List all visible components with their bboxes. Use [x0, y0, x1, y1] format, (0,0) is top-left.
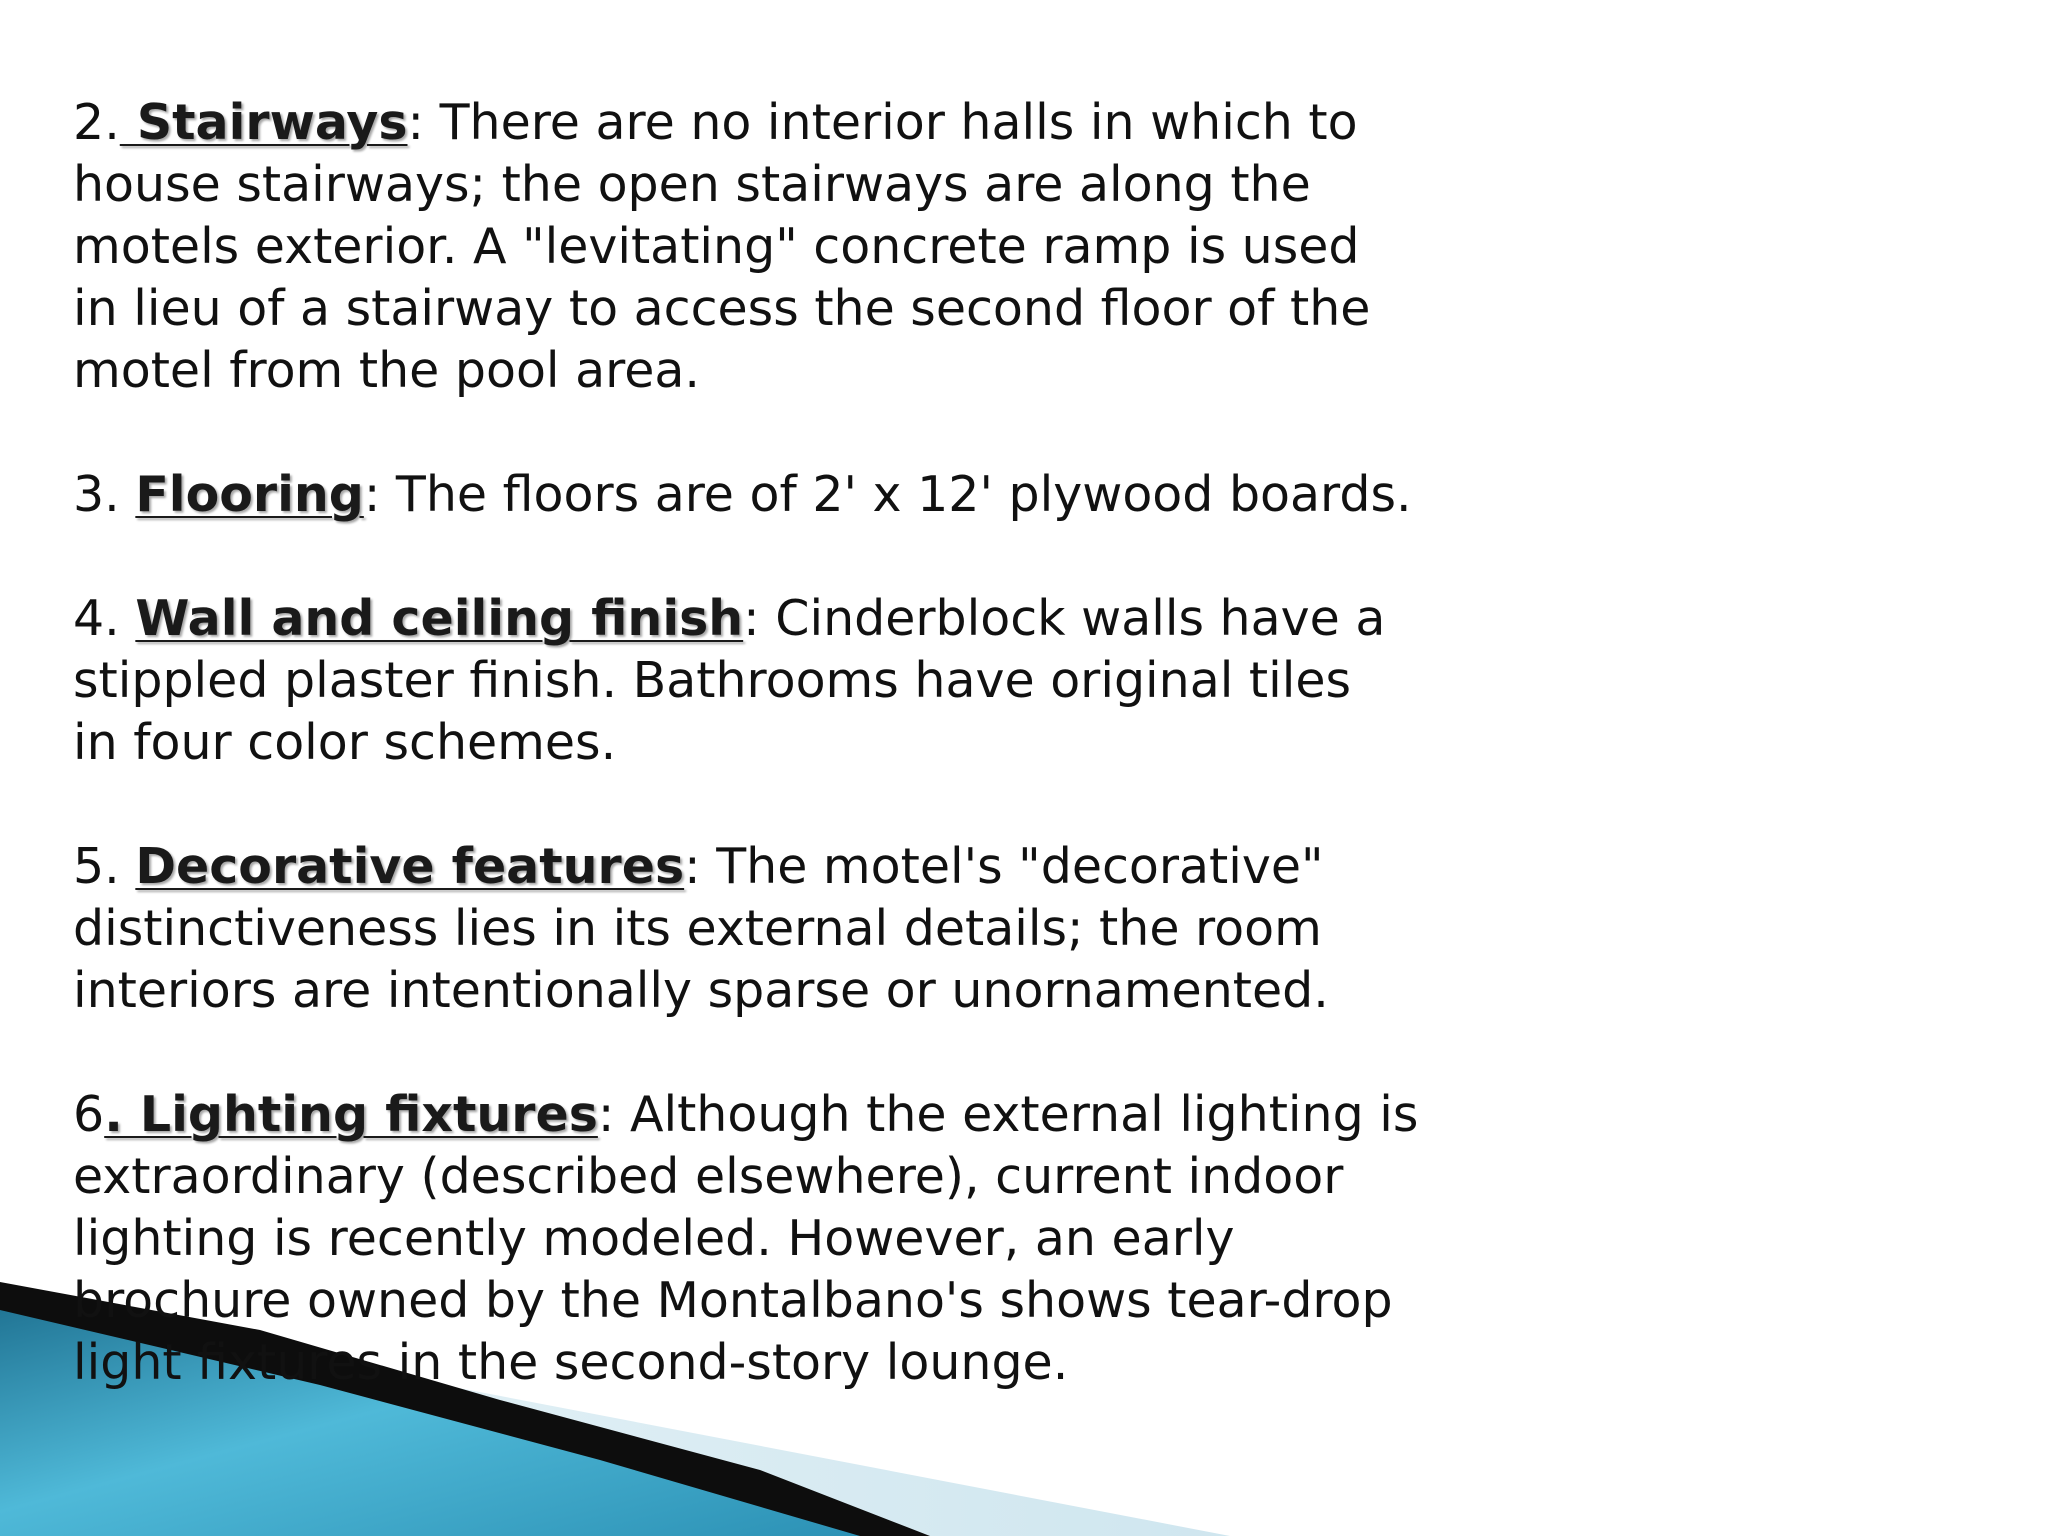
list-item-decorative — [73, 836, 1473, 1022]
item-first-line — [73, 1084, 1473, 1146]
list-item-stairways — [73, 92, 1473, 402]
item-number: 3. — [73, 466, 136, 523]
item-line: stippled plaster finish. Bathrooms have original tiles — [73, 652, 1352, 709]
body-text — [73, 92, 1473, 1394]
item-line: in four color schemes. — [73, 714, 617, 771]
list-item-lighting — [73, 1084, 1473, 1394]
item-line: extraordinary (described elsewhere), current indoor — [73, 1148, 1344, 1205]
item-number: 2 — [73, 94, 105, 151]
item-rest: : Cinderblock walls have a — [743, 590, 1386, 647]
item-line: motel from the pool area. — [73, 342, 700, 399]
item-line: lighting is recently modeled. However, an early — [73, 1210, 1235, 1267]
item-term: Flooring — [135, 466, 364, 523]
item-rest: : The floors are of 2' x 12' plywood boards. — [363, 466, 1412, 523]
item-rest: : Although the external lighting is — [597, 1086, 1419, 1143]
item-separator: . — [104, 94, 120, 151]
item-line: light fixtures in the second-story lounge. — [73, 1334, 1069, 1391]
item-line: in lieu of a stairway to access the second floor of the — [73, 280, 1371, 337]
item-term: Decorative features — [135, 838, 685, 895]
item-first-line — [73, 464, 1473, 526]
list-item-flooring — [73, 464, 1473, 526]
item-line: interiors are intentionally sparse or unornamented. — [73, 962, 1329, 1019]
item-first-line — [73, 92, 1473, 154]
item-first-line — [73, 588, 1473, 650]
item-line: house stairways; the open stairways are along the — [73, 156, 1311, 213]
item-line: distinctiveness lies in its external details; the room — [73, 900, 1322, 957]
list-item-wall-ceiling — [73, 588, 1473, 774]
item-term: Wall and ceiling finish — [135, 590, 744, 647]
item-number: 5. — [73, 838, 136, 895]
item-first-line — [73, 836, 1473, 898]
item-line: brochure owned by the Montalbano's shows tear-drop — [73, 1272, 1393, 1329]
item-rest: : There are no interior halls in which to — [407, 94, 1358, 151]
item-term: . Lighting fixtures — [104, 1086, 598, 1143]
item-line: motels exterior. A "levitating" concrete ramp is used — [73, 218, 1360, 275]
item-number: 4. — [73, 590, 136, 647]
item-number: 6 — [73, 1086, 105, 1143]
item-rest: : The motel's "decorative" — [684, 838, 1324, 895]
item-term: Stairways — [119, 94, 408, 151]
